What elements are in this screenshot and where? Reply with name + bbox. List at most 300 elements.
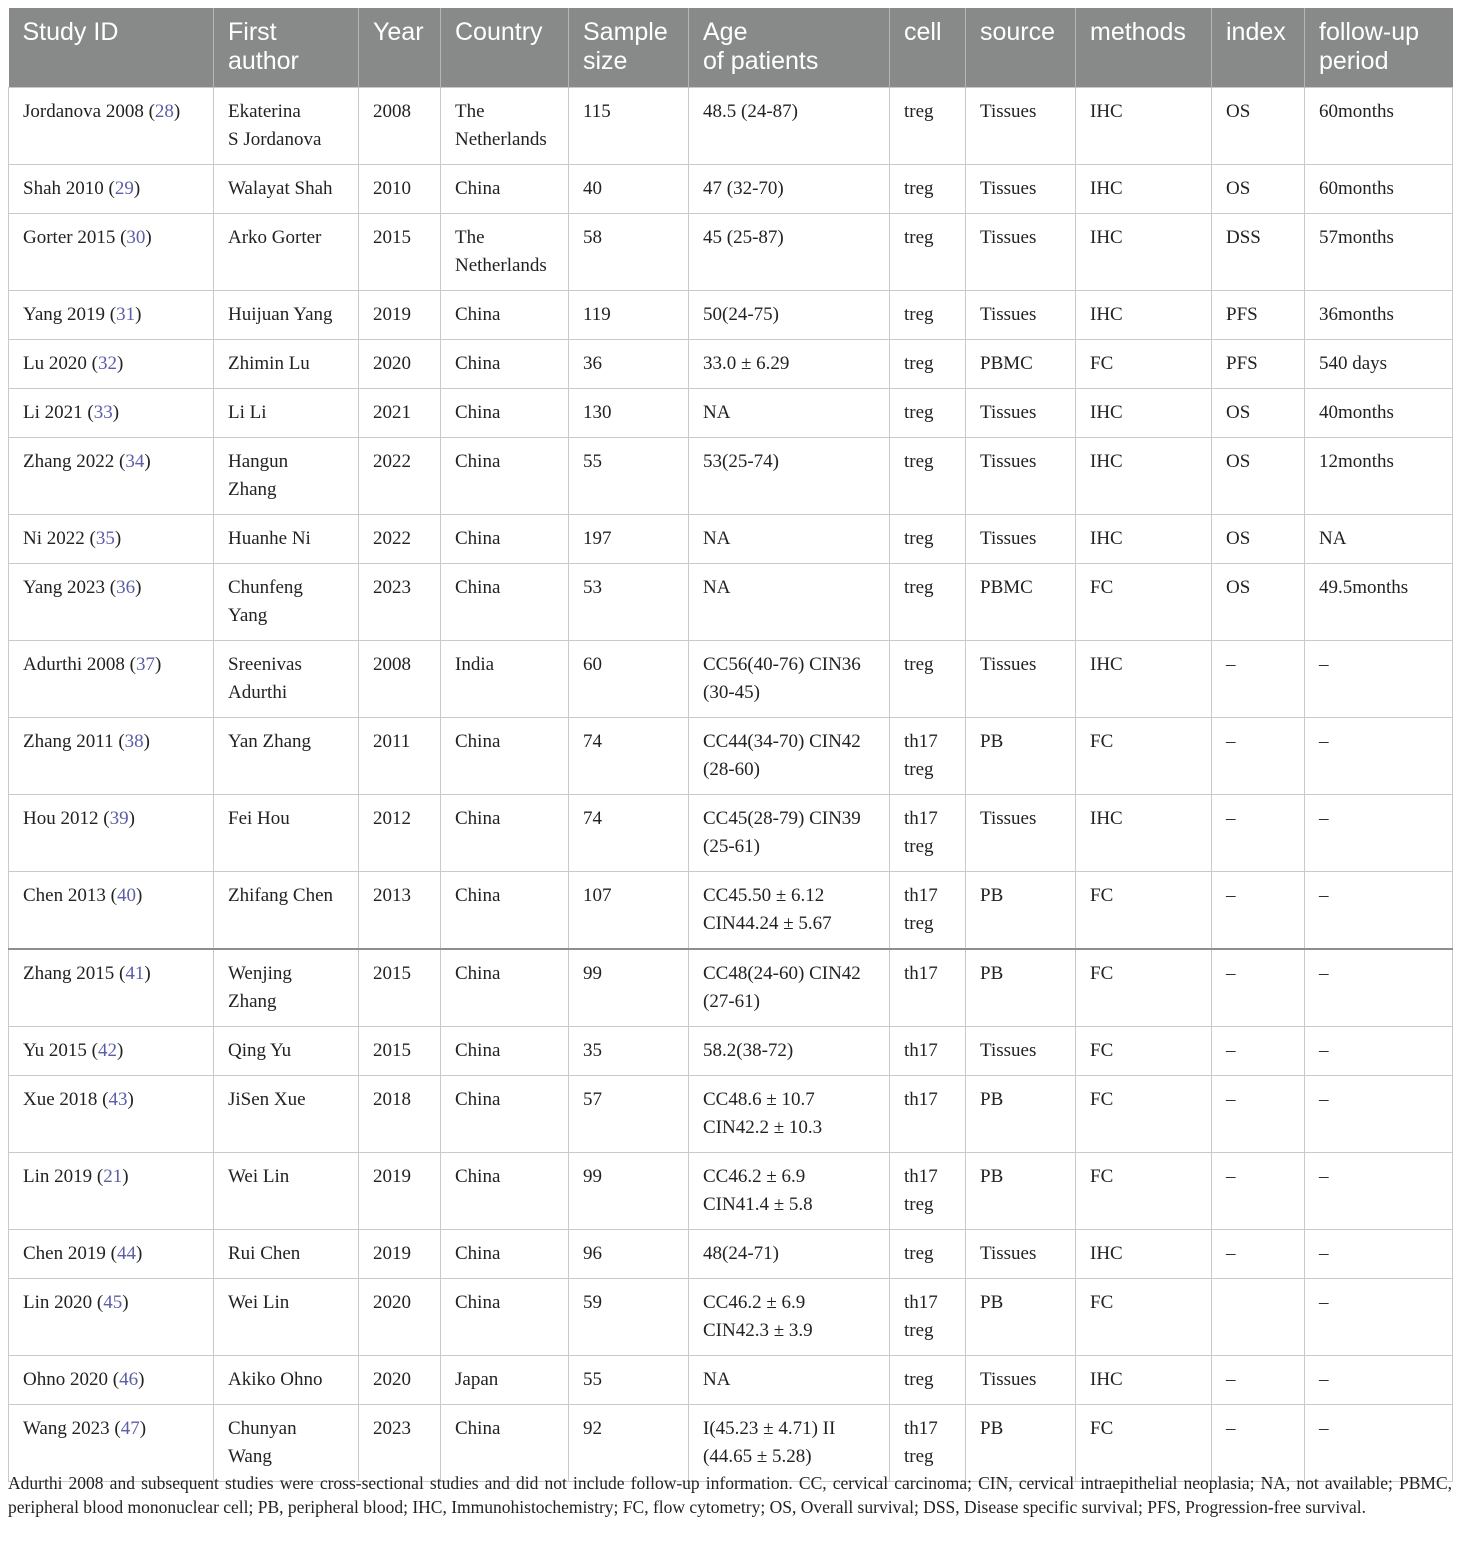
cell-age-line: CIN42.2 ± 10.3 xyxy=(703,1117,823,1138)
cell-age-line: (27-61) xyxy=(703,991,760,1012)
cell-first-author-line: Qing Yu xyxy=(228,1040,292,1061)
study-id-text: Ohno 2020 xyxy=(23,1369,108,1390)
cell-age-line: CC45(28-79) CIN39 xyxy=(703,808,861,829)
cell-index xyxy=(1212,515,1305,564)
cell-cell-type xyxy=(890,438,966,515)
cell-index-text: DSS xyxy=(1226,227,1261,248)
cell-index xyxy=(1212,165,1305,214)
cell-first-author-line: Zhimin Lu xyxy=(228,353,310,374)
cell-method-text: IHC xyxy=(1090,808,1123,829)
cell-first-author-line: Ekaterina xyxy=(228,101,301,122)
column-header-line: methods xyxy=(1090,18,1186,46)
cell-year-text: 2015 xyxy=(373,1040,411,1061)
cell-year xyxy=(359,949,441,1027)
cell-follow-up-text: 12months xyxy=(1319,451,1394,472)
cell-follow-up xyxy=(1305,949,1453,1027)
cell-sample-size xyxy=(569,718,689,795)
reference-link[interactable]: 33 xyxy=(93,402,113,423)
cell-follow-up xyxy=(1305,438,1453,515)
cell-follow-up xyxy=(1305,165,1453,214)
cell-study-id: Lin 2020 (45) xyxy=(9,1279,214,1356)
cell-country xyxy=(441,515,569,564)
cell-index-text: – xyxy=(1226,885,1236,906)
cell-country-line: China xyxy=(455,1292,501,1313)
cell-first-author xyxy=(214,1153,359,1230)
cell-cell-type-line: th17 xyxy=(904,808,938,829)
cell-year-text: 2008 xyxy=(373,654,411,675)
cell-first-author xyxy=(214,795,359,872)
cell-method-text: IHC xyxy=(1090,101,1123,122)
cell-age xyxy=(689,1356,890,1405)
cell-sample-size xyxy=(569,564,689,641)
reference-link[interactable]: 39 xyxy=(109,808,129,829)
cell-cell-type xyxy=(890,291,966,340)
cell-cell-type xyxy=(890,795,966,872)
cell-cell-type-line: treg xyxy=(904,304,934,325)
cell-study-id: Yang 2019 (31) xyxy=(9,291,214,340)
study-id-text: Jordanova 2008 xyxy=(23,101,144,122)
cell-source-text: Tissues xyxy=(980,808,1037,829)
cell-year xyxy=(359,718,441,795)
column-header-line: Sample xyxy=(583,18,668,46)
cell-age-line: NA xyxy=(703,528,731,549)
cell-age xyxy=(689,214,890,291)
cell-year-text: 2019 xyxy=(373,1243,411,1264)
cell-year-text: 2019 xyxy=(373,304,411,325)
cell-method-text: IHC xyxy=(1090,451,1123,472)
reference-link[interactable]: 29 xyxy=(114,178,134,199)
cell-cell-type-line: treg xyxy=(904,836,934,857)
cell-sample-size xyxy=(569,1230,689,1279)
cell-country xyxy=(441,795,569,872)
cell-method xyxy=(1076,88,1212,165)
table-row xyxy=(9,1027,1453,1076)
cell-country xyxy=(441,214,569,291)
cell-method xyxy=(1076,1279,1212,1356)
cell-first-author-line: JiSen Xue xyxy=(228,1089,306,1110)
cell-follow-up xyxy=(1305,1405,1453,1482)
cell-age xyxy=(689,1153,890,1230)
cell-cell-type-line: th17 xyxy=(904,963,938,984)
cell-source-text: Tissues xyxy=(980,1369,1037,1390)
cell-cell-type xyxy=(890,1405,966,1482)
study-id-text: Yang 2023 xyxy=(23,577,106,598)
cell-sample-size-text: 58 xyxy=(583,227,602,248)
reference-link[interactable]: 34 xyxy=(125,451,145,472)
table-row xyxy=(9,389,1453,438)
cell-cell-type-line: th17 xyxy=(904,1089,938,1110)
cell-first-author-line: Walayat Shah xyxy=(228,178,333,199)
cell-first-author xyxy=(214,1027,359,1076)
cell-follow-up xyxy=(1305,340,1453,389)
cell-year-text: 2013 xyxy=(373,885,411,906)
cell-first-author xyxy=(214,1405,359,1482)
reference-link[interactable]: 47 xyxy=(120,1418,140,1439)
cell-year-text: 2021 xyxy=(373,402,411,423)
cell-index-text: OS xyxy=(1226,402,1251,423)
cell-follow-up-text: 60months xyxy=(1319,101,1394,122)
reference-link[interactable]: 35 xyxy=(95,528,115,549)
cell-index xyxy=(1212,1356,1305,1405)
cell-cell-type xyxy=(890,1027,966,1076)
cell-cell-type xyxy=(890,718,966,795)
cell-index xyxy=(1212,340,1305,389)
cell-sample-size-text: 99 xyxy=(583,1166,602,1187)
cell-first-author-line: Chunfeng xyxy=(228,577,303,598)
cell-source xyxy=(966,389,1076,438)
cell-follow-up xyxy=(1305,795,1453,872)
cell-cell-type-line: treg xyxy=(904,178,934,199)
cell-follow-up xyxy=(1305,291,1453,340)
cell-country-line: India xyxy=(455,654,495,675)
reference-link[interactable]: 41 xyxy=(125,963,145,984)
cell-age xyxy=(689,88,890,165)
cell-cell-type xyxy=(890,1356,966,1405)
cell-cell-type xyxy=(890,1076,966,1153)
cell-source xyxy=(966,88,1076,165)
cell-index xyxy=(1212,718,1305,795)
reference-link[interactable]: 40 xyxy=(116,885,136,906)
study-id-text: Xue 2018 xyxy=(23,1089,98,1110)
cell-age-line: CC48(24-60) CIN42 xyxy=(703,963,861,984)
cell-cell-type xyxy=(890,872,966,950)
cell-follow-up-text: – xyxy=(1319,963,1329,984)
cell-follow-up xyxy=(1305,1076,1453,1153)
cell-age xyxy=(689,438,890,515)
cell-follow-up-text: – xyxy=(1319,1243,1329,1264)
cell-first-author-line: Huanhe Ni xyxy=(228,528,311,549)
cell-age-line: 58.2(38-72) xyxy=(703,1040,794,1061)
cell-sample-size xyxy=(569,795,689,872)
table-row xyxy=(9,515,1453,564)
cell-cell-type-line: treg xyxy=(904,1446,934,1467)
cell-sample-size xyxy=(569,165,689,214)
cell-sample-size-text: 74 xyxy=(583,808,602,829)
cell-sample-size xyxy=(569,438,689,515)
cell-sample-size-text: 60 xyxy=(583,654,602,675)
cell-age-line: 53(25-74) xyxy=(703,451,779,472)
cell-first-author xyxy=(214,872,359,950)
cell-age xyxy=(689,1405,890,1482)
reference-link[interactable]: 43 xyxy=(108,1089,128,1110)
cell-sample-size-text: 107 xyxy=(583,885,612,906)
cell-sample-size-text: 59 xyxy=(583,1292,602,1313)
cell-year xyxy=(359,389,441,438)
cell-sample-size-text: 74 xyxy=(583,731,602,752)
table-row xyxy=(9,1153,1453,1230)
cell-method xyxy=(1076,1027,1212,1076)
cell-source-text: PB xyxy=(980,1166,1004,1187)
cell-source-text: Tissues xyxy=(980,402,1037,423)
cell-cell-type-line: th17 xyxy=(904,885,938,906)
reference-link[interactable]: 21 xyxy=(103,1166,123,1187)
cell-country-line: China xyxy=(455,577,501,598)
cell-age xyxy=(689,1027,890,1076)
cell-age-line: (44.65 ± 5.28) xyxy=(703,1446,812,1467)
cell-age-line: 45 (25-87) xyxy=(703,227,784,248)
reference-link[interactable]: 37 xyxy=(135,654,155,675)
cell-cell-type xyxy=(890,88,966,165)
cell-year xyxy=(359,1356,441,1405)
cell-source xyxy=(966,1230,1076,1279)
column-header-line: Year xyxy=(373,18,424,46)
cell-cell-type-line: treg xyxy=(904,402,934,423)
cell-index xyxy=(1212,949,1305,1027)
column-header xyxy=(214,8,359,88)
study-id-text: Zhang 2011 xyxy=(23,731,114,752)
cell-year-text: 2015 xyxy=(373,963,411,984)
cell-sample-size-text: 99 xyxy=(583,963,602,984)
cell-source xyxy=(966,795,1076,872)
cell-year xyxy=(359,340,441,389)
cell-sample-size-text: 119 xyxy=(583,304,611,325)
cell-year-text: 2023 xyxy=(373,1418,411,1439)
cell-sample-size-text: 36 xyxy=(583,353,602,374)
study-id-text: Chen 2013 xyxy=(23,885,106,906)
cell-study-id: Ohno 2020 (46) xyxy=(9,1356,214,1405)
cell-country-line: China xyxy=(455,1166,501,1187)
cell-age-line: CC46.2 ± 6.9 xyxy=(703,1166,806,1187)
cell-source-text: Tissues xyxy=(980,101,1037,122)
cell-year xyxy=(359,564,441,641)
cell-age xyxy=(689,165,890,214)
cell-age xyxy=(689,949,890,1027)
cell-first-author-line: Wei Lin xyxy=(228,1292,290,1313)
cell-cell-type xyxy=(890,214,966,291)
cell-index-text: OS xyxy=(1226,101,1251,122)
study-id-text: Lin 2020 xyxy=(23,1292,93,1313)
cell-index-text: – xyxy=(1226,1166,1236,1187)
cell-age-line: 48.5 (24-87) xyxy=(703,101,798,122)
cell-study-id: Ni 2022 (35) xyxy=(9,515,214,564)
cell-index-text: OS xyxy=(1226,178,1251,199)
cell-cell-type-line: th17 xyxy=(904,1418,938,1439)
cell-year xyxy=(359,291,441,340)
cell-country-line: The xyxy=(455,101,485,122)
cell-follow-up xyxy=(1305,718,1453,795)
reference-link[interactable]: 32 xyxy=(97,353,117,374)
cell-follow-up-text: 57months xyxy=(1319,227,1394,248)
cell-first-author-line: Hangun xyxy=(228,451,289,472)
cell-country-line: Netherlands xyxy=(455,255,547,276)
cell-cell-type-line: treg xyxy=(904,654,934,675)
study-id-text: Hou 2012 xyxy=(23,808,99,829)
cell-method-text: FC xyxy=(1090,731,1114,752)
cell-index-text: – xyxy=(1226,1369,1236,1390)
cell-cell-type xyxy=(890,949,966,1027)
cell-age-line: (25-61) xyxy=(703,836,760,857)
reference-link[interactable]: 36 xyxy=(116,577,136,598)
cell-first-author xyxy=(214,88,359,165)
cell-study-id: Zhang 2011 (38) xyxy=(9,718,214,795)
cell-country-line: China xyxy=(455,963,501,984)
cell-index xyxy=(1212,389,1305,438)
table-row xyxy=(9,214,1453,291)
cell-study-id: Hou 2012 (39) xyxy=(9,795,214,872)
cell-source xyxy=(966,718,1076,795)
cell-age-line: CC46.2 ± 6.9 xyxy=(703,1292,806,1313)
reference-link[interactable]: 30 xyxy=(126,227,146,248)
reference-link[interactable]: 44 xyxy=(116,1243,136,1264)
cell-sample-size-text: 130 xyxy=(583,402,612,423)
cell-cell-type-line: treg xyxy=(904,577,934,598)
cell-year xyxy=(359,515,441,564)
cell-follow-up-text: NA xyxy=(1319,528,1347,549)
reference-link[interactable]: 31 xyxy=(116,304,136,325)
cell-country xyxy=(441,165,569,214)
cell-year-text: 2008 xyxy=(373,101,411,122)
cell-index xyxy=(1212,1027,1305,1076)
cell-sample-size xyxy=(569,340,689,389)
cell-cell-type-line: treg xyxy=(904,353,934,374)
cell-source-text: PB xyxy=(980,1089,1004,1110)
cell-cell-type-line: th17 xyxy=(904,1166,938,1187)
cell-first-author-line: Akiko Ohno xyxy=(228,1369,323,1390)
cell-sample-size-text: 57 xyxy=(583,1089,602,1110)
table-row xyxy=(9,88,1453,165)
cell-source-text: PB xyxy=(980,1292,1004,1313)
cell-year-text: 2022 xyxy=(373,528,411,549)
cell-country xyxy=(441,718,569,795)
table-footnote: Adurthi 2008 and subsequent studies were cross-sectional studies and did not include follow-up information. CC, cervical carcinoma; CIN, cervical intraepithelial neoplasia; NA, not available; PBMC, peripheral blood mononuclear cell; PB, peripheral blood; IHC, Immunohistochemistry; FC, flow cytometry; OS, Overall survival; DSS, Disease specific survival; PFS, Progression-free survival. xyxy=(8,1473,1452,1517)
cell-cell-type-line: treg xyxy=(904,1369,934,1390)
column-header-line: Country xyxy=(455,18,543,46)
cell-follow-up-text: – xyxy=(1319,1089,1329,1110)
table-row xyxy=(9,1076,1453,1153)
cell-cell-type-line: treg xyxy=(904,101,934,122)
reference-link[interactable]: 45 xyxy=(103,1292,123,1313)
table-row xyxy=(9,1230,1453,1279)
cell-first-author-line: Li Li xyxy=(228,402,267,423)
cell-method-text: FC xyxy=(1090,1040,1114,1061)
cell-country xyxy=(441,88,569,165)
cell-country-line: China xyxy=(455,1040,501,1061)
cell-year xyxy=(359,1076,441,1153)
cell-method-text: FC xyxy=(1090,1166,1114,1187)
cell-country-line: China xyxy=(455,1243,501,1264)
cell-country xyxy=(441,1153,569,1230)
table-body xyxy=(9,88,1453,1482)
cell-follow-up xyxy=(1305,1153,1453,1230)
cell-method xyxy=(1076,515,1212,564)
cell-index-text: – xyxy=(1226,1243,1236,1264)
cell-index xyxy=(1212,872,1305,950)
cell-source xyxy=(966,165,1076,214)
cell-country-line: China xyxy=(455,528,501,549)
study-id-text: Zhang 2022 xyxy=(23,451,115,472)
cell-age xyxy=(689,291,890,340)
cell-first-author xyxy=(214,949,359,1027)
cell-sample-size xyxy=(569,389,689,438)
cell-age-line: NA xyxy=(703,577,731,598)
cell-year-text: 2019 xyxy=(373,1166,411,1187)
cell-first-author-line: Arko Gorter xyxy=(228,227,322,248)
studies-table xyxy=(8,8,1453,1482)
cell-follow-up-text: 40months xyxy=(1319,402,1394,423)
cell-year xyxy=(359,1230,441,1279)
cell-country-line: China xyxy=(455,885,501,906)
cell-country-line: China xyxy=(455,1418,501,1439)
cell-cell-type xyxy=(890,340,966,389)
cell-country xyxy=(441,564,569,641)
column-header-line: of patients xyxy=(703,47,819,75)
cell-age-line: (28-60) xyxy=(703,759,760,780)
cell-index-text: PFS xyxy=(1226,304,1258,325)
cell-age xyxy=(689,389,890,438)
cell-follow-up xyxy=(1305,564,1453,641)
cell-first-author-line: Fei Hou xyxy=(228,808,290,829)
cell-country xyxy=(441,389,569,438)
cell-study-id: Jordanova 2008 (28) xyxy=(9,88,214,165)
cell-age xyxy=(689,515,890,564)
table-row xyxy=(9,1405,1453,1482)
cell-cell-type-line: th17 xyxy=(904,1040,938,1061)
cell-index xyxy=(1212,641,1305,718)
cell-follow-up xyxy=(1305,641,1453,718)
reference-link[interactable]: 38 xyxy=(124,731,144,752)
study-id-text: Ni 2022 xyxy=(23,528,85,549)
cell-age-line: NA xyxy=(703,402,731,423)
cell-index xyxy=(1212,291,1305,340)
cell-sample-size xyxy=(569,1153,689,1230)
cell-cell-type-line: th17 xyxy=(904,1292,938,1313)
cell-follow-up-text: 36months xyxy=(1319,304,1394,325)
cell-first-author-line: Yang xyxy=(228,605,268,626)
cell-year-text: 2010 xyxy=(373,178,411,199)
cell-sample-size-text: 96 xyxy=(583,1243,602,1264)
cell-country-line: China xyxy=(455,353,501,374)
cell-year-text: 2020 xyxy=(373,1292,411,1313)
cell-method-text: IHC xyxy=(1090,1243,1123,1264)
cell-source-text: Tissues xyxy=(980,654,1037,675)
header-row xyxy=(9,8,1453,88)
cell-year xyxy=(359,1027,441,1076)
cell-sample-size xyxy=(569,1356,689,1405)
cell-follow-up-text: – xyxy=(1319,808,1329,829)
reference-link[interactable]: 42 xyxy=(97,1040,117,1061)
cell-study-id: Zhang 2015 (41) xyxy=(9,949,214,1027)
cell-first-author-line: Huijuan Yang xyxy=(228,304,333,325)
cell-year xyxy=(359,795,441,872)
cell-cell-type xyxy=(890,1230,966,1279)
cell-method xyxy=(1076,214,1212,291)
study-id-text: Yu 2015 xyxy=(23,1040,87,1061)
reference-link[interactable]: 46 xyxy=(119,1369,139,1390)
column-header xyxy=(890,8,966,88)
cell-index-text: OS xyxy=(1226,451,1251,472)
cell-study-id: Wang 2023 (47) xyxy=(9,1405,214,1482)
cell-source xyxy=(966,872,1076,950)
cell-sample-size xyxy=(569,88,689,165)
cell-cell-type-line: treg xyxy=(904,913,934,934)
cell-source xyxy=(966,949,1076,1027)
cell-age xyxy=(689,1230,890,1279)
table-row xyxy=(9,872,1453,950)
cell-source xyxy=(966,1279,1076,1356)
cell-first-author-line: Chunyan xyxy=(228,1418,297,1439)
reference-link[interactable]: 28 xyxy=(154,101,174,122)
cell-sample-size xyxy=(569,214,689,291)
cell-age xyxy=(689,1076,890,1153)
cell-source-text: Tissues xyxy=(980,1243,1037,1264)
cell-source xyxy=(966,1356,1076,1405)
cell-follow-up xyxy=(1305,1230,1453,1279)
cell-age-line: 48(24-71) xyxy=(703,1243,779,1264)
cell-method xyxy=(1076,1356,1212,1405)
cell-method-text: FC xyxy=(1090,1089,1114,1110)
cell-source xyxy=(966,214,1076,291)
cell-source-text: PB xyxy=(980,885,1004,906)
